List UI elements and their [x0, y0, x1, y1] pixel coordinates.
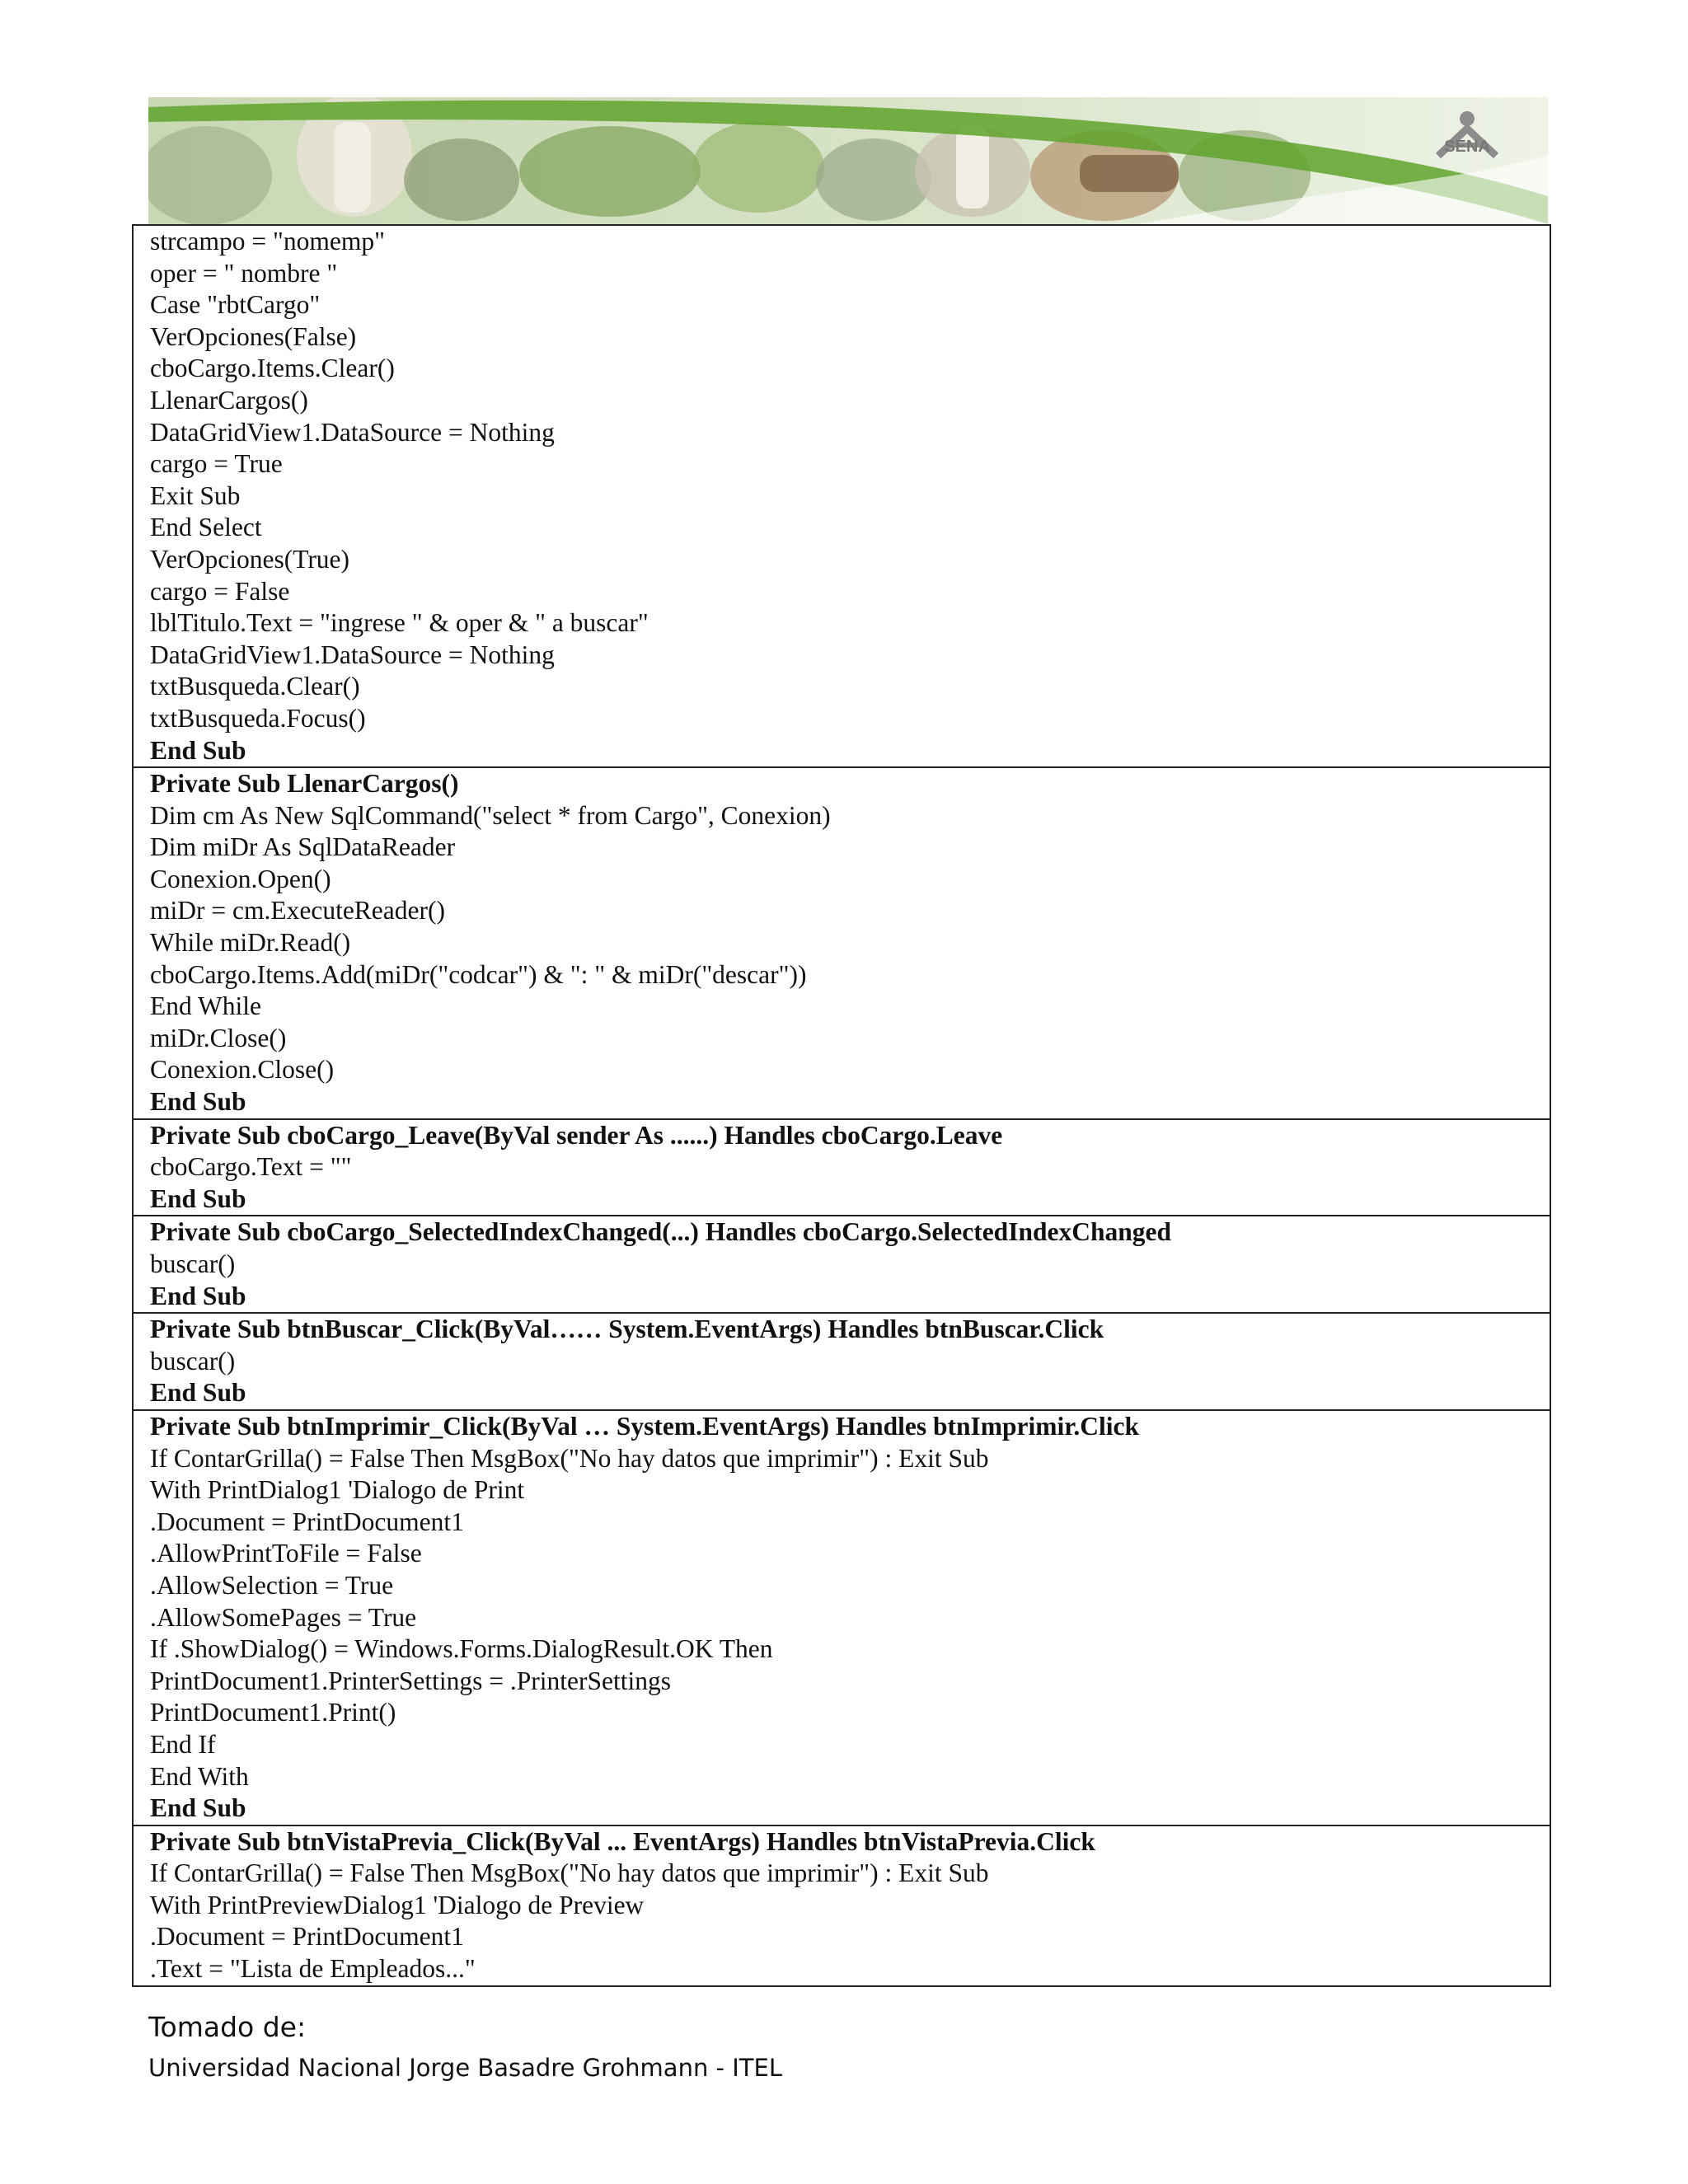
code-line: .Text = "Lista de Empleados..." — [150, 1954, 476, 1984]
code-line: DataGridView1.DataSource = Nothing — [150, 417, 555, 447]
code-line-bold: Private Sub btnBuscar_Click(ByVal…… System.EventArgs) Handles btnBuscar.Click — [150, 1315, 1104, 1344]
code-line: Conexion.Close() — [150, 1055, 335, 1085]
code-line: Conexion.Open() — [150, 864, 331, 893]
code-line: Dim miDr As SqlDataReader — [150, 832, 456, 862]
code-line: VerOpciones(True) — [150, 544, 350, 574]
code-line: .AllowPrintToFile = False — [150, 1539, 422, 1568]
code-block — [134, 766, 1550, 1118]
code-line: buscar() — [150, 1346, 236, 1376]
code-line: lblTitulo.Text = "ingrese " & oper & " a buscar" — [150, 608, 649, 638]
code-line: txtBusqueda.Clear() — [150, 672, 360, 701]
code-line: .AllowSomePages = True — [150, 1602, 417, 1632]
code-line-bold: Private Sub cboCargo_SelectedIndexChanged(...) Handles cboCargo.SelectedIndexChanged — [150, 1217, 1172, 1247]
code-line: If .ShowDialog() = Windows.Forms.DialogResult.OK Then — [150, 1634, 773, 1664]
code-line-bold: End Sub — [150, 735, 246, 765]
code-line: With PrintPreviewDialog1 'Dialogo de Preview — [150, 1890, 645, 1919]
code-block — [134, 226, 1550, 766]
header-banner — [148, 97, 1548, 224]
code-line: .AllowSelection = True — [150, 1570, 394, 1600]
code-line-bold: Private Sub LlenarCargos() — [150, 769, 459, 799]
code-line: LlenarCargos() — [150, 385, 308, 415]
code-line: cargo = True — [150, 449, 283, 479]
logo-text: SENA — [1444, 138, 1490, 156]
code-line: cboCargo.Items.Add(miDr("codcar") & ": " & miDr("descar")) — [150, 959, 807, 989]
code-block — [134, 1215, 1550, 1312]
code-line: If ContarGrilla() = False Then MsgBox("No hay datos que imprimir") : Exit Sub — [150, 1443, 989, 1473]
code-line: End If — [150, 1729, 216, 1759]
code-line: Dim cm As New SqlCommand("select * from Cargo", Conexion) — [150, 800, 831, 830]
code-table — [132, 224, 1551, 1987]
code-line: strcampo = "nomemp" — [150, 227, 385, 255]
code-line: oper = " nombre " — [150, 258, 338, 288]
code-block — [134, 1409, 1550, 1825]
code-line: cargo = False — [150, 576, 290, 606]
code-line: PrintDocument1.Print() — [150, 1698, 396, 1727]
code-line-bold: End Sub — [150, 1281, 246, 1310]
code-line: .Document = PrintDocument1 — [150, 1922, 464, 1952]
footer-title: Tomado de: — [148, 2011, 307, 2043]
code-line: While miDr.Read() — [150, 928, 351, 958]
code-line-bold: End Sub — [150, 1087, 246, 1117]
code-line: PrintDocument1.PrinterSettings = .PrinterSettings — [150, 1666, 671, 1695]
code-block — [134, 1312, 1550, 1409]
code-line: buscar() — [150, 1249, 236, 1278]
code-line: cboCargo.Items.Clear() — [150, 354, 395, 383]
code-block — [134, 1825, 1550, 1985]
code-line: DataGridView1.DataSource = Nothing — [150, 640, 555, 669]
code-line-bold: Private Sub cboCargo_Leave(ByVal sender As ......) Handles cboCargo.Leave — [150, 1120, 1003, 1150]
banner-photo-collage — [148, 97, 1548, 224]
code-line: End While — [150, 991, 262, 1021]
code-line: Exit Sub — [150, 480, 241, 510]
code-line-bold: Private Sub btnVistaPrevia_Click(ByVal ... EventArgs) Handles btnVistaPrevia.Click — [150, 1826, 1095, 1856]
code-line: If ContarGrilla() = False Then MsgBox("No hay datos que imprimir") : Exit Sub — [150, 1858, 989, 1888]
code-line-bold: End Sub — [150, 1183, 246, 1213]
code-line: Case "rbtCargo" — [150, 290, 321, 320]
code-line: VerOpciones(False) — [150, 321, 357, 351]
code-line: With PrintDialog1 'Dialogo de Print — [150, 1475, 525, 1505]
code-line: End Select — [150, 513, 262, 542]
code-line: miDr.Close() — [150, 1023, 287, 1052]
footer-source: Universidad Nacional Jorge Basadre Grohmann - ITEL — [148, 2054, 782, 2082]
code-line: End With — [150, 1761, 249, 1791]
code-line-bold: Private Sub btnImprimir_Click(ByVal … System.EventArgs) Handles btnImprimir.Click — [150, 1411, 1139, 1441]
code-line: txtBusqueda.Focus() — [150, 703, 366, 733]
code-line-bold: End Sub — [150, 1378, 246, 1408]
code-line-bold: End Sub — [150, 1793, 246, 1823]
code-line: cboCargo.Text = "" — [150, 1152, 352, 1182]
code-block — [134, 1118, 1550, 1216]
code-line: .Document = PrintDocument1 — [150, 1507, 464, 1536]
code-line: miDr = cm.ExecuteReader() — [150, 896, 445, 926]
